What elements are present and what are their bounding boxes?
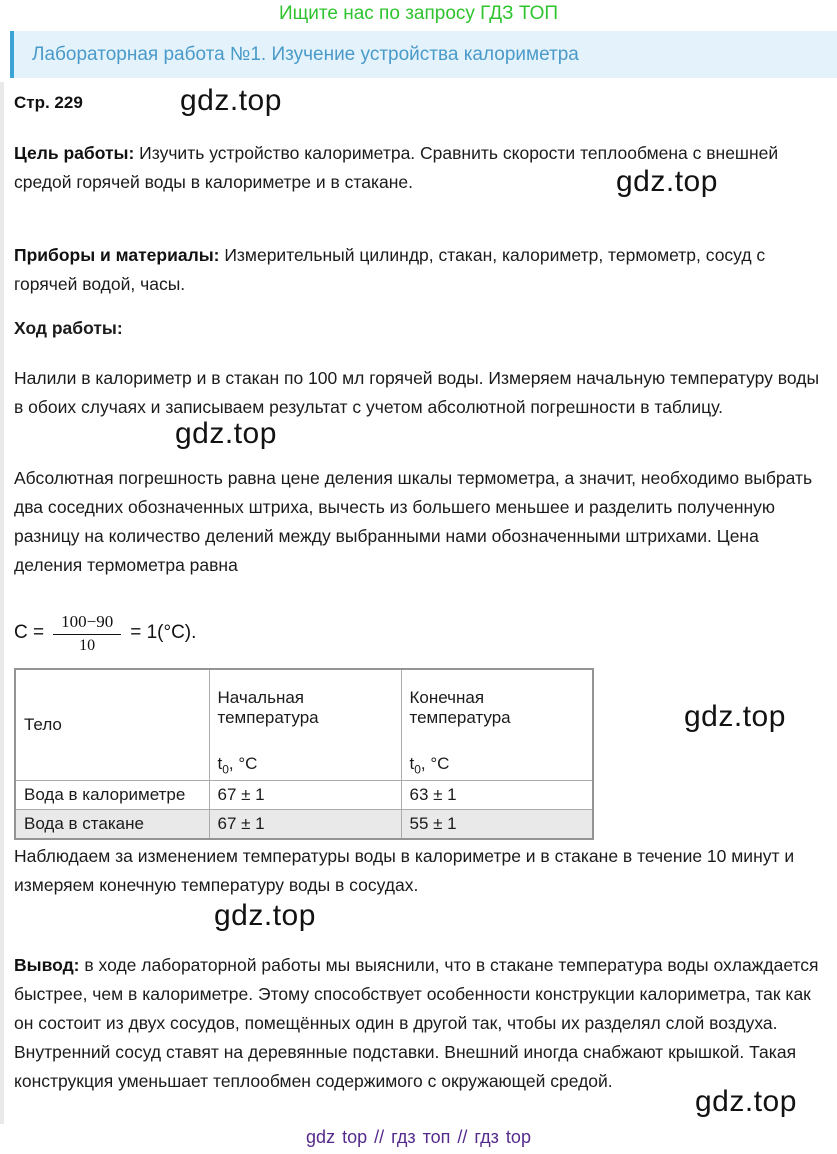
table-row (15, 781, 593, 810)
temperature-table (14, 668, 594, 840)
column-header-final-temp: Конечная температура $t_0$, °C (401, 669, 593, 781)
equipment-text: Измерительный цилиндр, стакан, калориметр, термометр, сосуд с горячей водой, часы. (14, 245, 766, 294)
watermark-gdz-top: gdz.top (695, 1085, 797, 1118)
conclusion-paragraph (14, 951, 822, 1096)
goal-paragraph (14, 139, 822, 197)
watermark-gdz-top: gdz.top (684, 700, 786, 733)
conclusion-label: Вывод: (14, 955, 80, 975)
cell-initial-temp: 67 ± 1 (209, 781, 401, 810)
procedure-paragraph-1: Налили в калориметр и в стакан по 100 мл горячей воды. Измеряем начальную температуру воды в обоих случаях и записываем результат с учетом абсолютной погрешности в таблицу. (14, 368, 820, 417)
procedure-heading: Ход работы: (14, 318, 123, 338)
cell-final-temp: 63 ± 1 (401, 781, 593, 810)
formula-fraction (53, 612, 121, 655)
formula-numerator: 100−90 (53, 612, 121, 635)
final-temp-unit: $t_0$, °C (409, 754, 450, 777)
footer-site-links: gdz top // гдз топ // гдз top (306, 1127, 531, 1147)
formula-lhs: C = (14, 622, 45, 644)
page-reference: Стр. 229 (14, 93, 83, 112)
cell-body: Вода в стакане (15, 810, 209, 839)
procedure-paragraph-2: Абсолютная погрешность равна цене деления шкалы термометра, а значит, необходимо выбрать два соседних обозначенных штриха, вычесть из большего меньшее и разделить полученную разницу на количество делений между выбранными нами обозначенными штрихами. Цена деления термометра равна (14, 468, 813, 575)
left-edge-strip (0, 82, 4, 1124)
site-search-note: Ищите нас по запросу ГДЗ ТОП (278, 3, 559, 24)
goal-label: Цель работы: (14, 143, 135, 163)
equipment-paragraph (14, 241, 822, 299)
lab-work-title-banner (10, 31, 837, 78)
watermark-gdz-top: gdz.top (180, 84, 282, 117)
table-row (15, 810, 593, 839)
formula-rhs: = 1(°C). (130, 622, 197, 644)
watermark-gdz-top: gdz.top (214, 899, 316, 932)
conclusion-text: в ходе лабораторной работы мы выяснили, что в стакане температура воды охлаждается быстрее, чем в калориметре. Этому способствует особенности конструкции калориметра, так как он состоит из двух сосудов, помещённых один в другой так, чтобы их разделял слой воздуха. Внутренний сосуд ставят на деревянные подставки. Внешний иногда снабжают крышкой. Такая конструкция уменьшает теплообмен содержимого с окружающей средой. (14, 955, 819, 1091)
equipment-label: Приборы и материалы: (14, 245, 220, 265)
table-header-row (15, 669, 593, 781)
cell-body: Вода в калориметре (15, 781, 209, 810)
goal-text: Изучить устройство калориметра. Сравнить скорости теплообмена с внешней средой горячей воды в калориметре и в стакане. (14, 143, 779, 192)
observation-paragraph: Наблюдаем за изменением температуры воды в калориметре и в стакане в течение 10 минут и измеряем конечную температуру воды в сосудах. (14, 846, 795, 895)
watermark-gdz-top: gdz.top (175, 417, 277, 450)
column-header-initial-temp: Начальная температура $t_0$, °C (209, 669, 401, 781)
column-header-body: Тело (15, 669, 209, 781)
cell-initial-temp: 67 ± 1 (209, 810, 401, 839)
watermark-gdz-top: gdz.top (616, 165, 718, 198)
scale-division-formula (14, 612, 196, 655)
formula-denominator: 10 (79, 636, 96, 654)
initial-temp-unit: $t_0$, °C (217, 754, 258, 777)
cell-final-temp: 55 ± 1 (401, 810, 593, 839)
lab-work-title: Лабораторная работа №1. Изучение устройства калориметра (32, 43, 579, 65)
